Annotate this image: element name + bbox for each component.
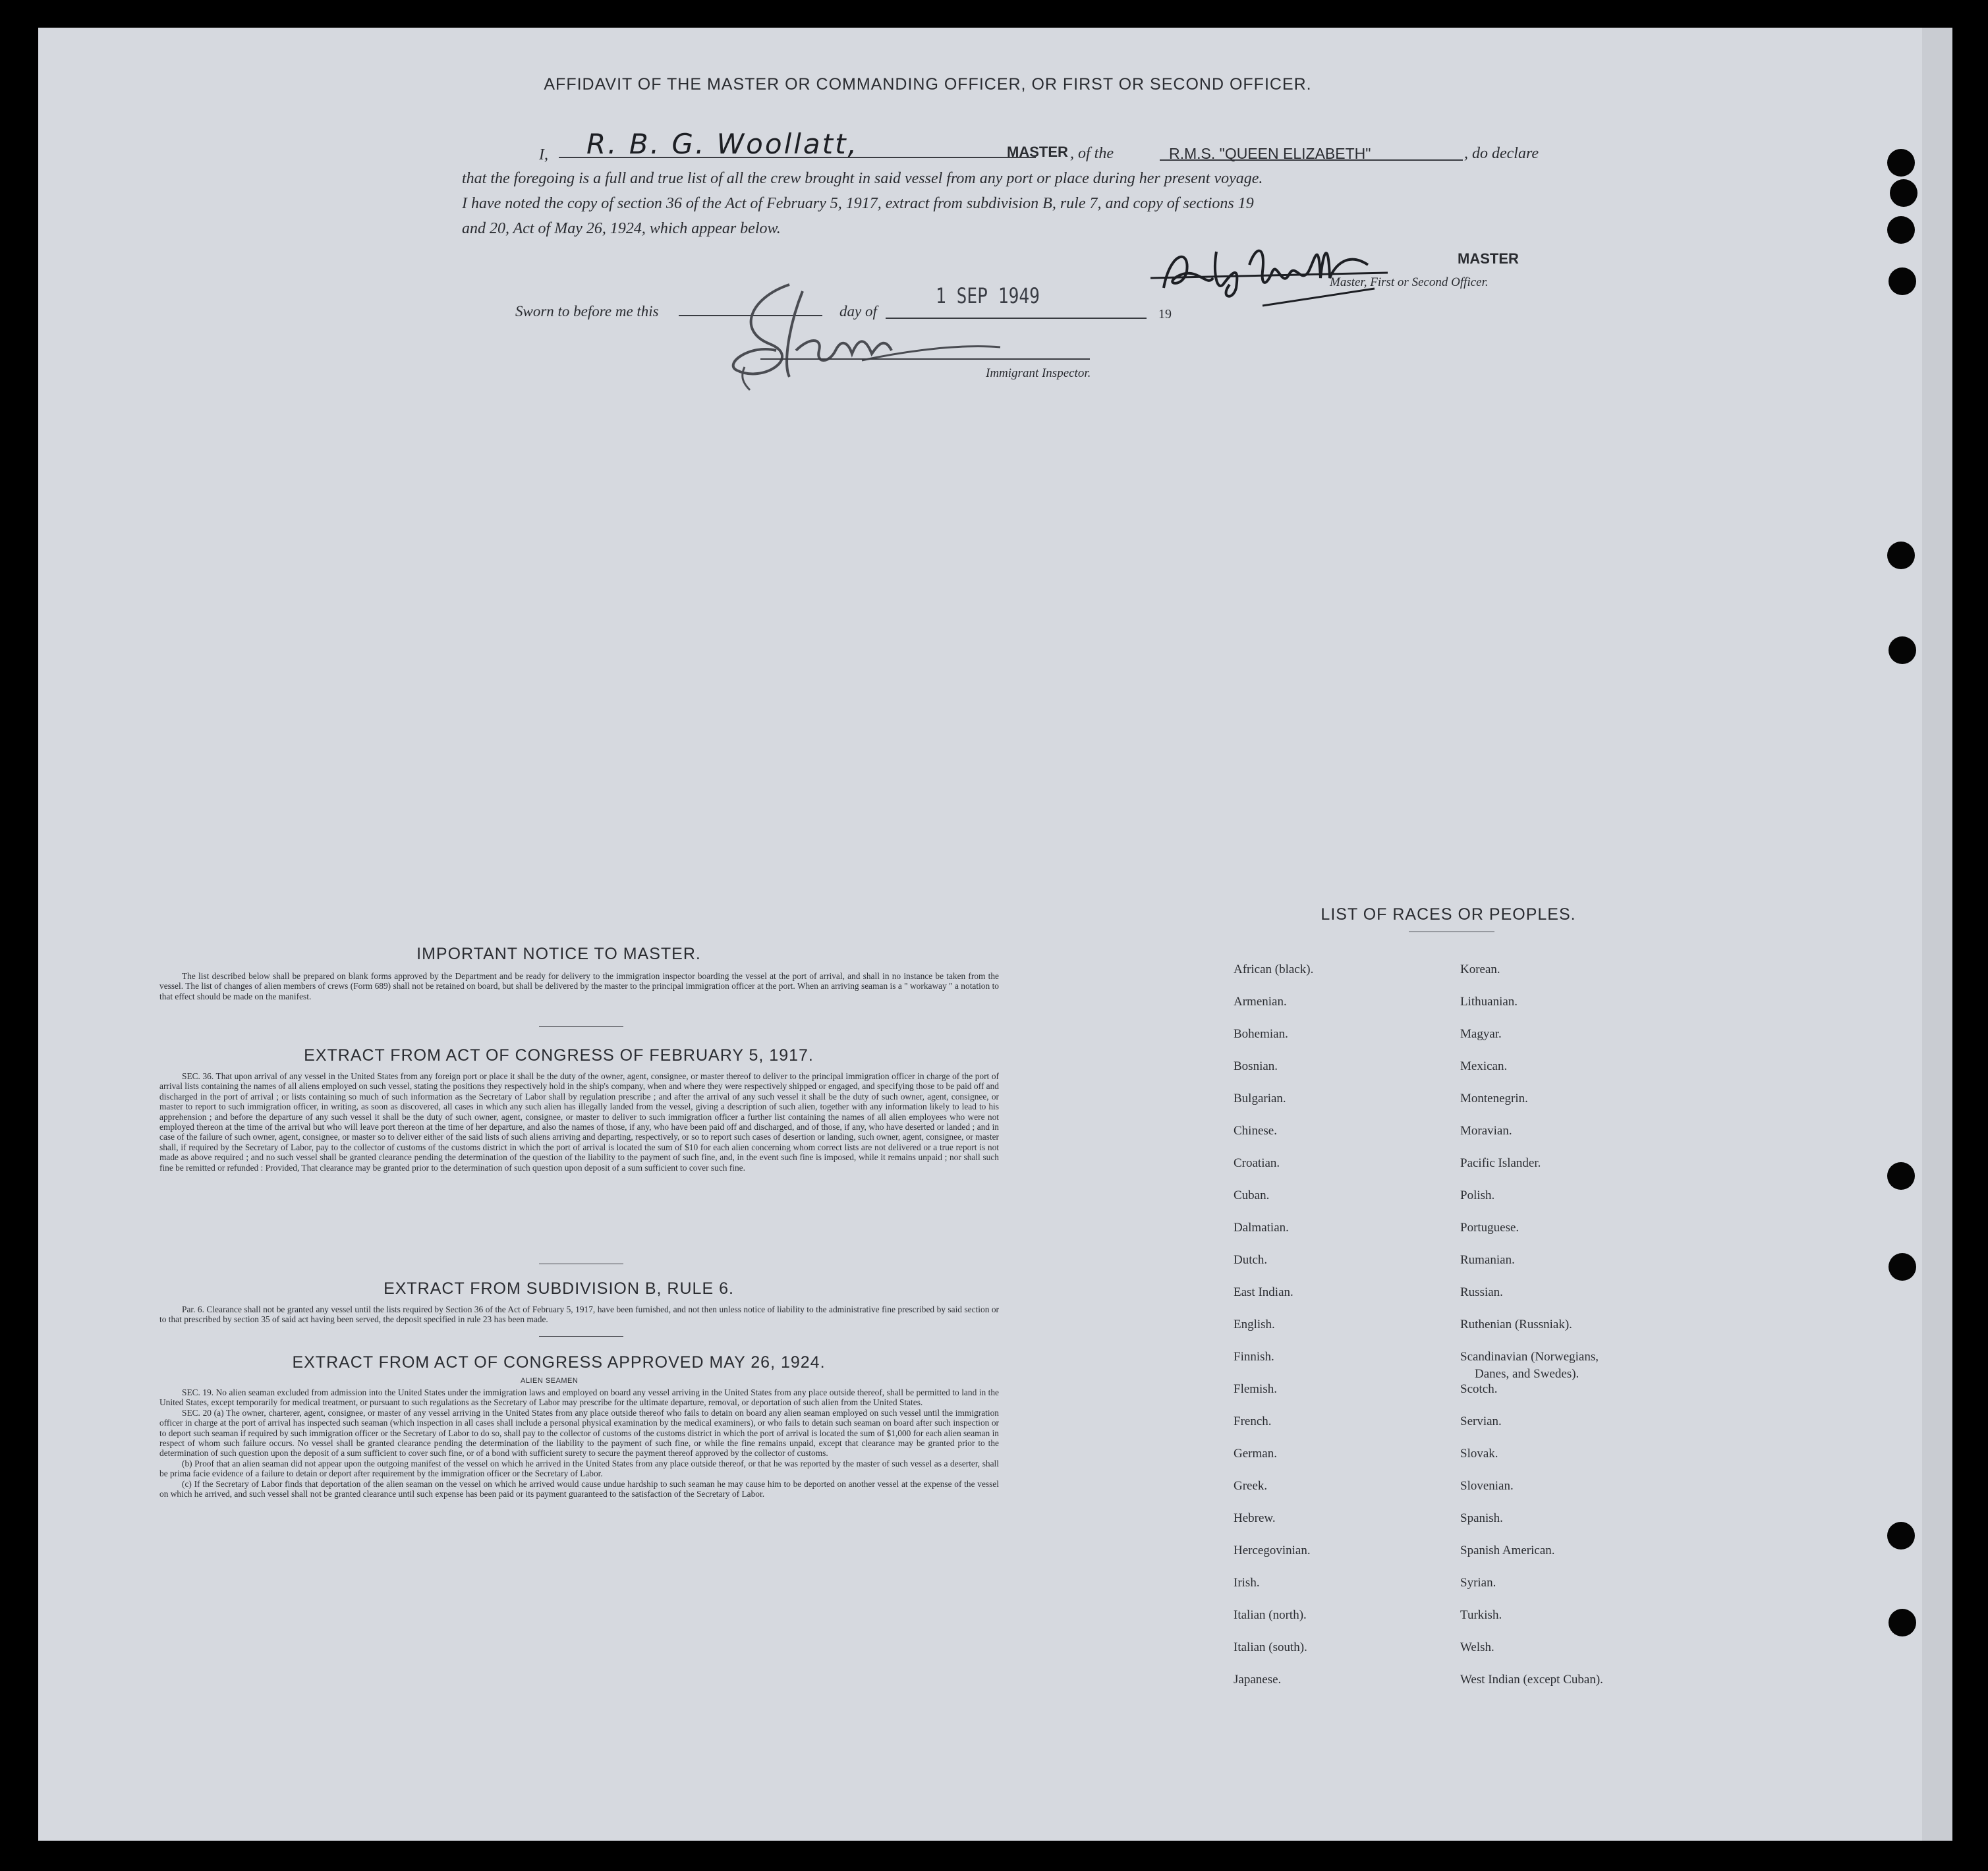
race-item: German. bbox=[1234, 1447, 1277, 1461]
alien-seamen-subtitle: ALIEN SEAMEN bbox=[521, 1377, 579, 1385]
of-the-text: , of the bbox=[1070, 145, 1114, 162]
extract-1924-body bbox=[159, 1387, 999, 1499]
race-item: Finnish. bbox=[1234, 1350, 1274, 1364]
affidavit-line-2: that the foregoing is a full and true list of all the crew brought in said vessel from any port or place during her present voyage. bbox=[462, 170, 1263, 187]
race-item: Moravian. bbox=[1460, 1124, 1512, 1138]
race-item: Servian. bbox=[1460, 1414, 1502, 1428]
sworn-text: Sworn to before me this bbox=[515, 303, 659, 320]
race-item: Lithuanian. bbox=[1460, 995, 1518, 1009]
race-item: Scotch. bbox=[1460, 1382, 1498, 1396]
page-edge bbox=[1922, 28, 1952, 1841]
sec-20a-paragraph: SEC. 20 (a) The owner, charterer, agent, consignee, or master of any vessel arriving in the United States from any place outside thereof who fails to detain on board any alien seaman employed on such vessel until the immigration officer in charge at the port of arrival has inspected such seaman (which inspection in all cases shall include a personal physical examination by the medical examiners), or who fails to detain such seaman on board after such inspection or to deport such seaman if required by such immigration officer or the Secretary of Labor to do so, shall pay to the collector of customs of the customs district in which the port of arrival is located the sum of $1,000 for each alien seaman in respect of whom such failure occurs. No vessel shall be granted clearance pending the determination of the liability to the payment of such fine, or while the fine remains unpaid, except that clearance may be granted prior to the determination of such question upon the deposit of a sum sufficient to cover such fine, or of a bond with sufficient surety to secure the payment thereof approved by the collector of customs. bbox=[159, 1407, 999, 1459]
race-item: Cuban. bbox=[1234, 1188, 1270, 1202]
race-item: Croatian. bbox=[1234, 1156, 1280, 1170]
race-item: Russian. bbox=[1460, 1285, 1503, 1299]
race-item: Polish. bbox=[1460, 1188, 1495, 1202]
rule-6-body bbox=[159, 1304, 999, 1325]
signature-rank: MASTER bbox=[1458, 250, 1519, 267]
race-item: Welsh. bbox=[1460, 1640, 1494, 1654]
race-item: Ruthenian (Russniak). bbox=[1460, 1318, 1572, 1331]
rule-6-title: EXTRACT FROM SUBDIVISION B, RULE 6. bbox=[383, 1279, 734, 1298]
affidavit-title: AFFIDAVIT OF THE MASTER OR COMMANDING OFFICER, OR FIRST OR SECOND OFFICER. bbox=[544, 75, 1312, 94]
race-item: Korean. bbox=[1460, 963, 1500, 976]
section-divider bbox=[539, 1336, 623, 1337]
affidavit-pronoun: I, bbox=[539, 146, 548, 163]
race-item: Slovenian. bbox=[1460, 1479, 1514, 1493]
signature-caption: Master, First or Second Officer. bbox=[1330, 275, 1489, 289]
ship-name: R.M.S. "QUEEN ELIZABETH" bbox=[1169, 145, 1371, 162]
punch-hole bbox=[1889, 1253, 1916, 1281]
punch-hole bbox=[1889, 636, 1916, 664]
race-item: Flemish. bbox=[1234, 1382, 1277, 1396]
inspector-line bbox=[760, 358, 1090, 360]
race-item: Hercegovinian. bbox=[1234, 1544, 1311, 1557]
race-item: Irish. bbox=[1234, 1576, 1260, 1590]
race-item: Pacific Islander. bbox=[1460, 1156, 1541, 1170]
master-name-handwritten: R. B. G. Woollatt, bbox=[586, 128, 859, 160]
date-stamp: 1 SEP 1949 bbox=[936, 283, 1040, 308]
extract-1917-title: EXTRACT FROM ACT OF CONGRESS OF FEBRUARY 5, 1917. bbox=[304, 1046, 814, 1065]
race-item: Spanish American. bbox=[1460, 1544, 1555, 1557]
race-item: Syrian. bbox=[1460, 1576, 1496, 1590]
race-item: Spanish. bbox=[1460, 1511, 1503, 1525]
punch-hole bbox=[1887, 1522, 1915, 1550]
punch-hole bbox=[1887, 1162, 1915, 1190]
notice-body bbox=[159, 971, 999, 1001]
manifest-page bbox=[38, 28, 1952, 1841]
race-item: Scandinavian (Norwegians, bbox=[1460, 1350, 1599, 1364]
section-divider bbox=[539, 1026, 623, 1027]
punch-hole bbox=[1889, 267, 1916, 295]
race-item: Japanese. bbox=[1234, 1673, 1282, 1687]
notice-paragraph: The list described below shall be prepared on blank forms approved by the Department and be ready for delivery to the immigration inspector boarding the vessel at the port of arrival, and shall in no instance be taken from the vessel. The list of changes of alien members of crews (Form 689) shall not be retained on board, but shall be delivered by the master to the principal immigration officer at the port. When an arriving seaman is a " workaway " a notation to that effect should be made on the manifest. bbox=[159, 971, 999, 1001]
master-signature bbox=[1150, 225, 1401, 311]
rule-6-paragraph: Par. 6. Clearance shall not be granted any vessel until the lists required by Section 36 of the Act of February 5, 1917, have been furnished, and not then unless notice of liability to the administrative fine prescribed by said section or to that prescribed by section 35 of said act having been served, the deposit specified in rule 23 has been made. bbox=[159, 1304, 999, 1325]
race-item: West Indian (except Cuban). bbox=[1460, 1673, 1603, 1687]
race-item: Turkish. bbox=[1460, 1608, 1502, 1622]
race-item: Slovak. bbox=[1460, 1447, 1498, 1461]
race-item: Italian (north). bbox=[1234, 1608, 1307, 1622]
race-item: Mexican. bbox=[1460, 1059, 1508, 1073]
race-item: Chinese. bbox=[1234, 1124, 1277, 1138]
race-item: Rumanian. bbox=[1460, 1253, 1515, 1267]
race-item: Magyar. bbox=[1460, 1027, 1502, 1041]
race-item: Portuguese. bbox=[1460, 1221, 1519, 1235]
do-declare-text: , do declare bbox=[1464, 145, 1539, 162]
race-item: Hebrew. bbox=[1234, 1511, 1276, 1525]
inspector-signature bbox=[710, 271, 1013, 403]
punch-hole bbox=[1887, 149, 1915, 177]
affidavit-line-3: I have noted the copy of section 36 of the Act of February 5, 1917, extract from subdivision B, rule 7, and copy of sections 19 bbox=[462, 195, 1254, 212]
extract-1917-body bbox=[159, 1071, 999, 1173]
sec-19-paragraph: SEC. 19. No alien seaman excluded from admission into the United States under the immigration laws and employed on board any vessel arriving in the United States from any place outside thereof, shall be permitted to land in the United States, except temporarily for medical treatment, or pursuant to such regulations as the Secretary of Labor may prescribe for the ultimate departure, removal, or deportation of such alien from the United States. bbox=[159, 1387, 999, 1408]
inspector-caption: Immigrant Inspector. bbox=[986, 366, 1091, 380]
race-item: Bohemian. bbox=[1234, 1027, 1288, 1041]
sec-20c-paragraph: (c) If the Secretary of Labor finds that deportation of the alien seaman on the vessel on which he arrived would cause undue hardship to such seaman he may cause him to be deported on another vessel at the expense of the vessel on which he arrived, and such vessel shall not be granted clearance until such expense has been paid or its payment guaranteed to the satisfaction of the Secretary of Labor. bbox=[159, 1478, 999, 1499]
race-item: French. bbox=[1234, 1414, 1272, 1428]
extract-1924-title: EXTRACT FROM ACT OF CONGRESS APPROVED MAY 26, 1924. bbox=[292, 1353, 826, 1372]
race-item: English. bbox=[1234, 1318, 1275, 1331]
race-item: Bosnian. bbox=[1234, 1059, 1278, 1073]
race-item: African (black). bbox=[1234, 963, 1314, 976]
race-item: Greek. bbox=[1234, 1479, 1268, 1493]
race-item-cont: Danes, and Swedes). bbox=[1475, 1367, 1579, 1381]
section-36-paragraph: SEC. 36. That upon arrival of any vessel in the United States from any foreign port or place it shall be the duty of the owner, agent, consignee, or master thereof to deliver to the principal immigration officer in charge of the port of arrival lists containing the names of all aliens employed on such vessel, stating the positions they respectively hold in the ship's company, when and where they were respectively shipped or engaged, and specifying those to be paid off and discharged in the port of arrival ; or lists containing so much of such information as the Secretary of Labor shall by regulation prescribe ; and after the arrival of any such vessel it shall be the duty of such owner, agent, consignee, or master to report to such immigration officer, in writing, as soon as discovered, all cases in which any such alien has illegally landed from the vessel, giving a description of such alien, together with any information likely to lead to his apprehension ; and before the departure of any such vessel it shall be the duty of such owner, agent, consignee, or master to deliver to such immigration officer a further list containing the names of all alien employees who were not employed thereon at the time of the arrival but who will leave port thereon at the time of her departure, and also the names of those, if any, who have been paid off and discharged, and of those, if any, who have deserted or landed ; and in case of the failure of such owner, agent, consignee, or master so to deliver either of the said lists of such aliens arriving and departing, respectively, or so to report such cases of desertion or landing, such owner, agent, consignee, or master shall, if required by the Secretary of Labor, pay to the collector of customs of the customs district in which the port of arrival is located the sum of $10 for each alien concerning whom correct lists are not delivered or a true report is not made as above required ; and no such vessel shall be granted clearance pending the determination of the question of the liability to the payment of such fine, and, in the event such fine is imposed, while it remains unpaid ; nor shall such fine be remitted or refunded : Provided, That clearance may be granted prior to the determination of such question upon deposit of a sum sufficient to cover such fine. bbox=[159, 1071, 999, 1173]
races-title: LIST OF RACES OR PEOPLES. bbox=[1321, 905, 1576, 924]
punch-hole bbox=[1890, 179, 1917, 207]
notice-title: IMPORTANT NOTICE TO MASTER. bbox=[416, 945, 701, 963]
race-item: Italian (south). bbox=[1234, 1640, 1307, 1654]
race-item: Armenian. bbox=[1234, 995, 1287, 1009]
race-item: Dutch. bbox=[1234, 1253, 1268, 1267]
race-item: Dalmatian. bbox=[1234, 1221, 1289, 1235]
year-prefix: 19 bbox=[1158, 307, 1172, 321]
affidavit-line-4: and 20, Act of May 26, 1924, which appear below. bbox=[462, 220, 781, 237]
punch-hole bbox=[1887, 542, 1915, 569]
sec-20b-paragraph: (b) Proof that an alien seaman did not appear upon the outgoing manifest of the vessel on which he arrived in the United States from any place outside thereof, or that he was reported by the master of such vessel as a deserter, shall be prima facie evidence of a failure to detain or deport after requirement by the immigration officer or the Secretary of Labor. bbox=[159, 1458, 999, 1479]
punch-hole bbox=[1889, 1609, 1916, 1636]
rank-printed: MASTER bbox=[1007, 144, 1068, 160]
day-of-text: day of bbox=[839, 303, 877, 320]
race-item: East Indian. bbox=[1234, 1285, 1293, 1299]
race-item: Montenegrin. bbox=[1460, 1092, 1528, 1105]
punch-hole bbox=[1887, 216, 1915, 244]
race-item: Bulgarian. bbox=[1234, 1092, 1286, 1105]
